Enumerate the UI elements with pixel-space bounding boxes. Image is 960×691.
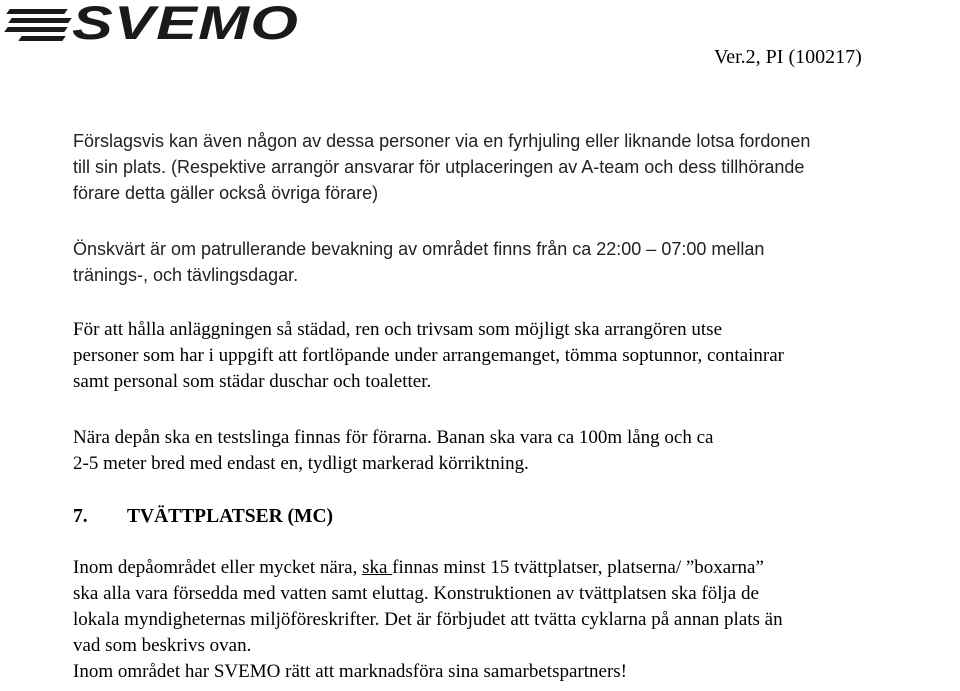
text-line: Nära depån ska en testslinga finnas för förarna. Banan ska vara ca 100m lång och ca — [73, 427, 714, 448]
text-line: Önskvärt är om patrullerande bevakning av området finns från ca 22:00 – 07:00 mellan — [73, 239, 765, 259]
text-line: samt personal som städar duschar och toaletter. — [73, 371, 432, 392]
text-line: 2-5 meter bred med endast en, tydligt markerad körriktning. — [73, 453, 529, 474]
paragraph-test-loop — [73, 425, 713, 477]
paragraph-patrol — [73, 236, 764, 288]
text-line: lokala myndigheternas miljöföreskrifter. Det är förbjudet att tvätta cyklarna på annan plats än — [73, 609, 783, 630]
version-label: Ver.2, PI (100217) — [714, 46, 862, 68]
text-line: till sin plats. (Respektive arrangör ansvarar för utplaceringen av A-team och dess tillhörande — [73, 157, 805, 177]
text-line: Förslagsvis kan även någon av dessa personer via en fyrhjuling eller liknande lotsa fordonen — [73, 131, 811, 151]
logo-stripe — [8, 18, 72, 23]
paragraph-cleaning — [73, 317, 784, 395]
svemo-logo — [0, 0, 300, 49]
text-line: förare detta gäller också övriga förare) — [73, 183, 379, 203]
text-line: Inom området har SVEMO rätt att marknadsföra sina samarbetspartners! — [73, 661, 627, 682]
text-line: För att hålla anläggningen så städad, ren och trivsam som möjligt ska arrangören utse — [73, 319, 722, 340]
paragraph-wash-places — [73, 555, 783, 685]
text-line: vad som beskrivs ovan. — [73, 635, 252, 656]
text-fragment: Inom depåområdet eller mycket nära, — [73, 557, 363, 578]
text-line: personer som har i uppgift att fortlöpande under arrangemanget, tömma soptunnor, containrar — [73, 345, 784, 366]
text-fragment: finnas minst 15 tvättplatser, platserna/ ”boxarna” — [392, 557, 764, 578]
logo-stripe — [6, 9, 68, 14]
logo-stripe — [18, 36, 66, 41]
logo-stripe — [4, 27, 68, 32]
text-line: tränings-, och tävlingsdagar. — [73, 265, 299, 285]
section-number: 7. — [73, 506, 88, 527]
text-line — [73, 555, 783, 581]
text-line: ska alla vara försedda med vatten samt eluttag. Konstruktionen av tvättplatsen ska följa de — [73, 583, 759, 604]
paragraph-escort — [73, 128, 810, 206]
underlined-text: ska — [362, 557, 393, 578]
section-heading: TVÄTTPLATSER (MC) — [127, 506, 334, 527]
logo-wordmark: SVEMO — [72, 0, 300, 49]
